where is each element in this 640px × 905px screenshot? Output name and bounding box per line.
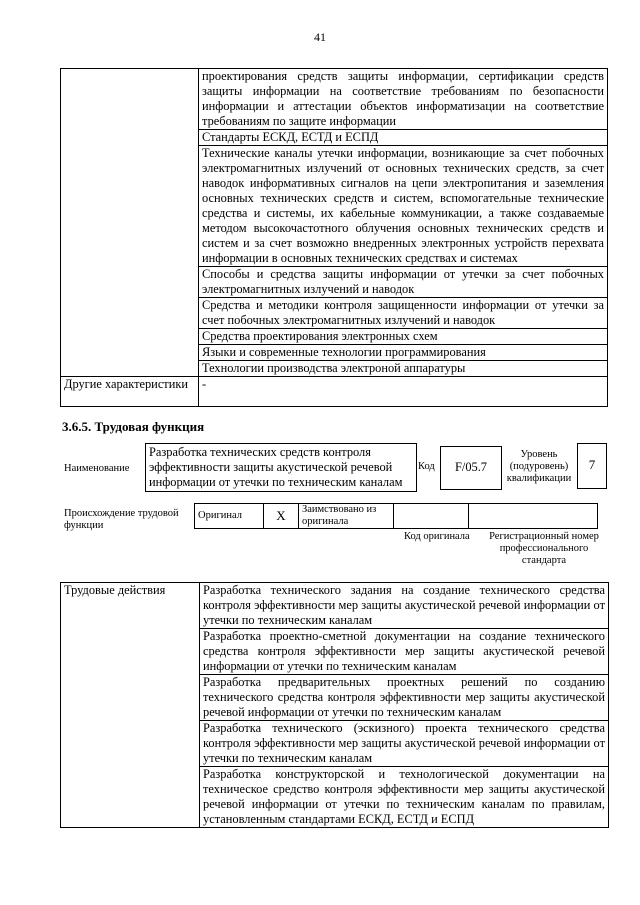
- page-number: 41: [314, 30, 326, 44]
- table-row: Средства проектирования электронных схем: [199, 329, 608, 345]
- code-label: Код: [418, 461, 435, 472]
- table-row: Разработка конструкторской и технологической документации на техническое средство контроля эффективности мер защиты акустической речевой информации от утечки по техническим каналам по правилам, установленным стандартами ЕСКД, ЕСТД и ЕСПД: [200, 767, 609, 828]
- level-label: Уровень (подуровень) квалификации: [506, 449, 572, 484]
- code-box: F/05.7: [440, 446, 502, 490]
- empty-label-cell: [61, 69, 199, 377]
- table-row: проектирования средств защиты информации, сертификации средств защиты информации на соответствие требованиям по безопасности информации и аттестации объектов информатизации на соответствие требованиям по защите информации: [199, 69, 608, 130]
- registration-caption: Регистрационный номер профессионального стандарта: [489, 531, 599, 566]
- code-caption: Код оригинала: [404, 531, 470, 542]
- section-title: 3.6.5. Трудовая функция: [62, 419, 205, 434]
- table-row: Разработка технического (эскизного) проекта технического средства контроля эффективности мер защиты акустической речевой информации от утечки по техническим каналам: [200, 721, 609, 767]
- table-row: Разработка проектно-сметной документации на создание технического средства контроля эффективности мер защиты акустической речевой информации от утечки по техническим каналам: [200, 629, 609, 675]
- actions-label: Трудовые действия: [61, 583, 200, 828]
- table-row: Способы и средства защиты информации от утечки за счет побочных электромагнитных излучений и наводок: [199, 267, 608, 298]
- registration-number-cell: [469, 504, 598, 529]
- table-row: Языки и современные технологии программирования: [199, 345, 608, 361]
- borrowed-label: Заимствовано из оригинала: [299, 504, 394, 529]
- level-box: 7: [577, 443, 607, 489]
- table-row: Разработка предварительных проектных решений по созданию технического средства контроля эффективности мер защиты акустической речевой информации от утечки по техническим каналам: [200, 675, 609, 721]
- table-row: Средства и методики контроля защищенности информации от утечки за счет побочных электромагнитных излучений и наводок: [199, 298, 608, 329]
- knowledge-table: [60, 68, 608, 407]
- actions-table: [60, 582, 609, 828]
- table-row: Технические каналы утечки информации, возникающие за счет побочных электромагнитных излучений от основных технических средств, за счет наводок информативных сигналов на цепи электропитания и заземления основных технических средств и систем, вспомогательные технические средства и системы, их кабельные коммуникации, а также создаваемые методом высокочастотного облучения основных технических средств и систем и за счет возможно внедренных электронных устройств перехвата информации в основных технических средствах и системах: [199, 146, 608, 267]
- origin-table: [194, 503, 598, 529]
- function-name-box: Разработка технических средств контроля эффективности защиты акустической речевой информации от утечки по техническим каналам: [145, 443, 417, 492]
- table-row: Стандарты ЕСКД, ЕСТД и ЕСПД: [199, 130, 608, 146]
- other-characteristics-label: Другие характеристики: [61, 377, 199, 407]
- origin-label: Происхождение трудовой функции: [64, 508, 179, 531]
- other-characteristics-value: -: [199, 377, 608, 407]
- original-code-cell: [394, 504, 469, 529]
- table-row: Технологии производства электроной аппаратуры: [199, 361, 608, 377]
- original-label: Оригинал: [195, 504, 264, 529]
- name-label: Наименование: [64, 463, 130, 474]
- original-mark: X: [264, 504, 299, 529]
- table-row: Разработка технического задания на создание технического средства контроля эффективности мер защиты акустической речевой информации от утечки по техническим каналам: [200, 583, 609, 629]
